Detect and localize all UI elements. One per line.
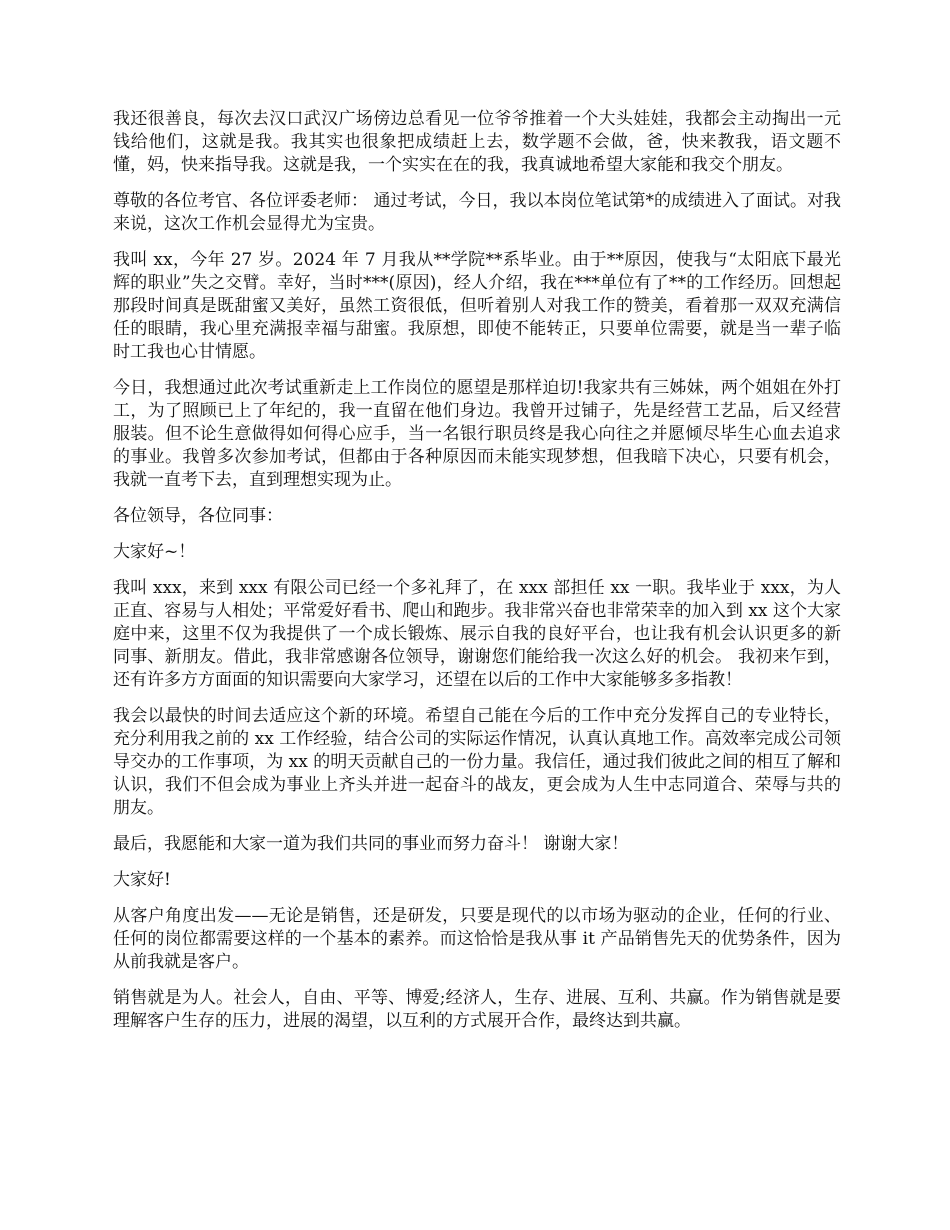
- paragraph-5: 各位领导，各位同事：: [113, 506, 283, 526]
- document-body: [113, 108, 841, 1046]
- paragraph-2: 尊敬的各位考官、各位评委老师： 通过考试，今日，我以本岗位笔试第*的成绩进入了面试。对我来说，这次工作机会显得尤为宝贵。: [113, 191, 841, 234]
- paragraph-3: 我叫 xx，今年 27 岁。2024 年 7 月我从**学院**系毕业。由于**原因，使我与“太阳底下最光辉的职业”失之交臂。幸好，当时***(原因)，经人介绍，我在***单位有了**的工作经历。回想起那段时间真是既甜蜜又美好，虽然工资很低，但听着别人对我工作的赞美，看着那一双双充满信任的眼睛，我心里充满报幸福与甜蜜。我原想，即使不能转正，只要单位需要，就是当一辈子临时工我也心甘情愿。: [113, 250, 841, 362]
- paragraph-8: 我会以最快的时间去适应这个新的环境。希望自己能在今后的工作中充分发挥自己的专业特长，充分利用我之前的 xx 工作经验，结合公司的实际运作情况，认真认真地工作。高效率完成公司领导交办的工作事项，为 xx 的明天贡献自己的一份力量。我信任，通过我们彼此之间的相互了解和认识，我们不但会成为事业上齐头并进一起奋斗的战友，更会成为人生中志同道合、荣辱与共的朋友。: [113, 706, 841, 818]
- paragraph-12: 销售就是为人。社会人，自由、平等、博爱;经济人，生存、进展、互利、共赢。作为销售就是要理解客户生存的压力，进展的渴望，以互利的方式展开合作，最终达到共赢。: [113, 988, 841, 1031]
- paragraph-1: 我还很善良，每次去汉口武汉广场傍边总看见一位爷爷推着一个大头娃娃，我都会主动掏出一元钱给他们，这就是我。我其实也很象把成绩赶上去，数学题不会做，爸，快来教我，语文题不懂，妈，快来指导我。这就是我，一个实实在在的我，我真诚地希望大家能和我交个朋友。: [113, 109, 841, 175]
- paragraph-11: 从客户角度出发——无论是销售，还是研发，只要是现代的以市场为驱动的企业，任何的行业、任何的岗位都需要这样的一个基本的素养。而这恰恰是我从事 it 产品销售先天的优势条件，因为从前我就是客户。: [113, 906, 841, 972]
- paragraph-10: 大家好!: [113, 870, 171, 890]
- paragraph-7: 我叫 xxx，来到 xxx 有限公司已经一个多礼拜了，在 xxx 部担任 xx 一职。我毕业于 xxx，为人正直、容易与人相处；平常爱好看书、爬山和跑步。我非常兴奋也非常荣幸的加入到 xx 这个大家庭中来，这里不仅为我提供了一个成长锻炼、展示自我的良好平台，也让我有机会认识更多的新同事、新朋友。借此，我非常感谢各位领导，谢谢您们能给我一次这么好的机会。 我初来乍到，还有许多方方面面的知识需要向大家学习，还望在以后的工作中大家能够多多指教！: [113, 578, 841, 690]
- paragraph-4: 今日，我想通过此次考试重新走上工作岗位的愿望是那样迫切!我家共有三姊妹，两个姐姐在外打工，为了照顾已上了年纪的，我一直留在他们身边。我曾开过铺子，先是经营工艺品，后又经营服装。但不论生意做得如何得心应手，当一名银行职员终是我心向往之并愿倾尽毕生心血去追求的事业。我曾多次参加考试，但都由于各种原因而未能实现梦想，但我暗下决心，只要有机会，我就一直考下去，直到理想实现为止。: [113, 378, 841, 490]
- paragraph-9: 最后，我愿能和大家一道为我们共同的事业而努力奋斗！ 谢谢大家！: [113, 834, 629, 854]
- paragraph-6: 大家好~！: [113, 542, 196, 562]
